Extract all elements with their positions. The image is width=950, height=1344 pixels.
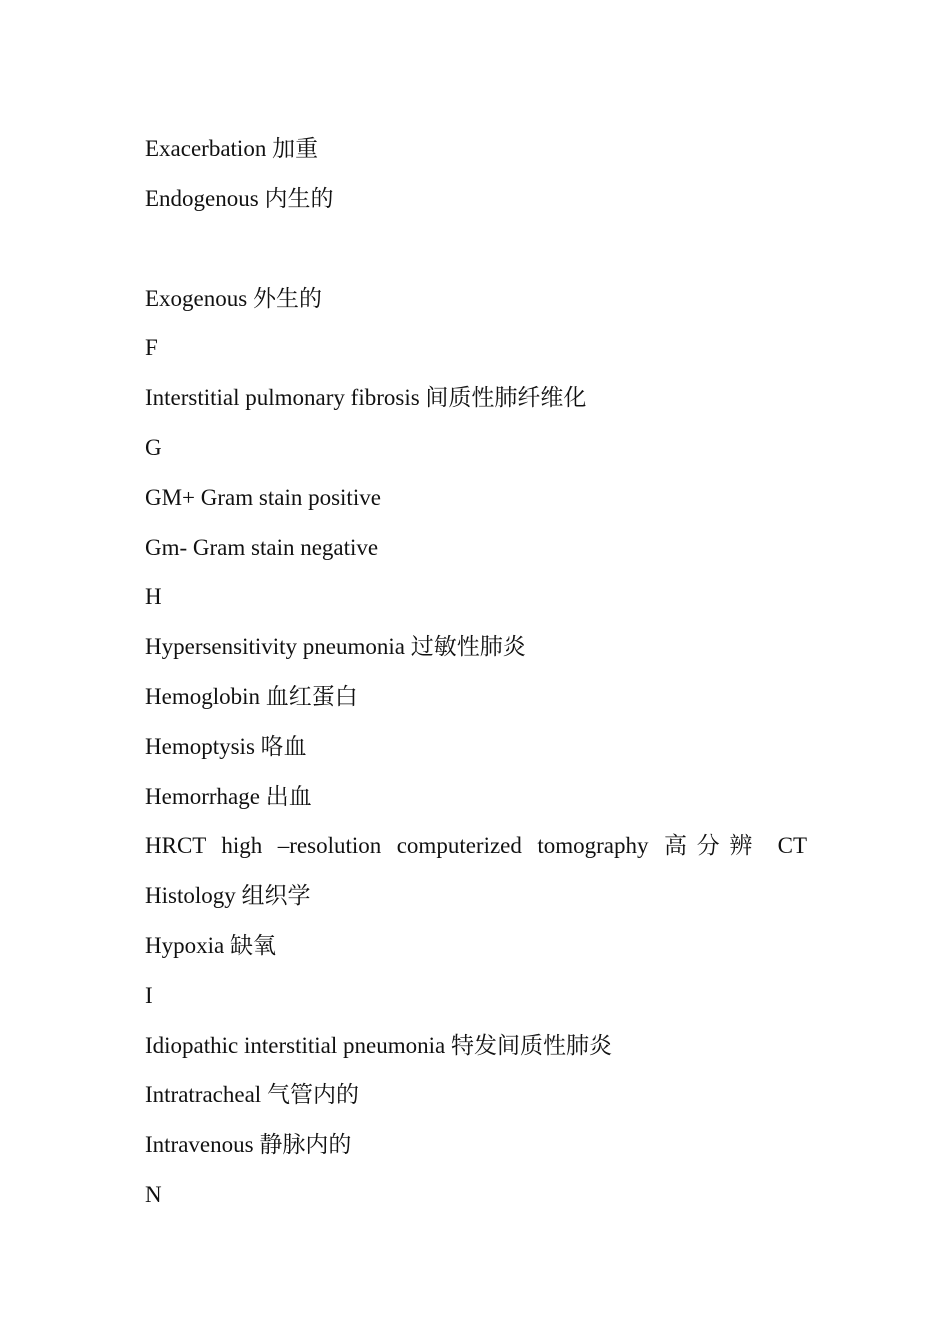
glossary-entry: HRCT high –resolution computerized tomography 高分辨 CT [145, 833, 807, 858]
glossary-entry: Exacerbation 加重 [145, 136, 319, 161]
section-letter: G [145, 435, 162, 460]
section-letter: I [145, 983, 153, 1008]
glossary-entry: Hemorrhage 出血 [145, 784, 312, 809]
glossary-entry: Idiopathic interstitial pneumonia 特发间质性肺炎 [145, 1033, 612, 1058]
glossary-entry: Gm- Gram stain negative [145, 535, 379, 560]
glossary-entry: Hypersensitivity pneumonia 过敏性肺炎 [145, 634, 526, 659]
glossary-entry: Exogenous 外生的 [145, 286, 322, 311]
glossary-entry: Hemoglobin 血红蛋白 [145, 684, 358, 709]
glossary-entry: Endogenous 内生的 [145, 186, 334, 211]
glossary-entry: Hemoptysis 咯血 [145, 734, 307, 759]
glossary-entry: Histology 组织学 [145, 883, 311, 908]
glossary-entry: Intravenous 静脉内的 [145, 1132, 352, 1157]
glossary-entry: Intratracheal 气管内的 [145, 1082, 359, 1107]
section-letter: F [145, 335, 158, 360]
section-letter: H [145, 584, 162, 609]
glossary-entry: Interstitial pulmonary fibrosis 间质性肺纤维化 [145, 385, 587, 410]
glossary-entry: Hypoxia 缺氧 [145, 933, 276, 958]
section-letter: N [145, 1182, 162, 1207]
glossary-entry: GM+ Gram stain positive [145, 485, 381, 510]
